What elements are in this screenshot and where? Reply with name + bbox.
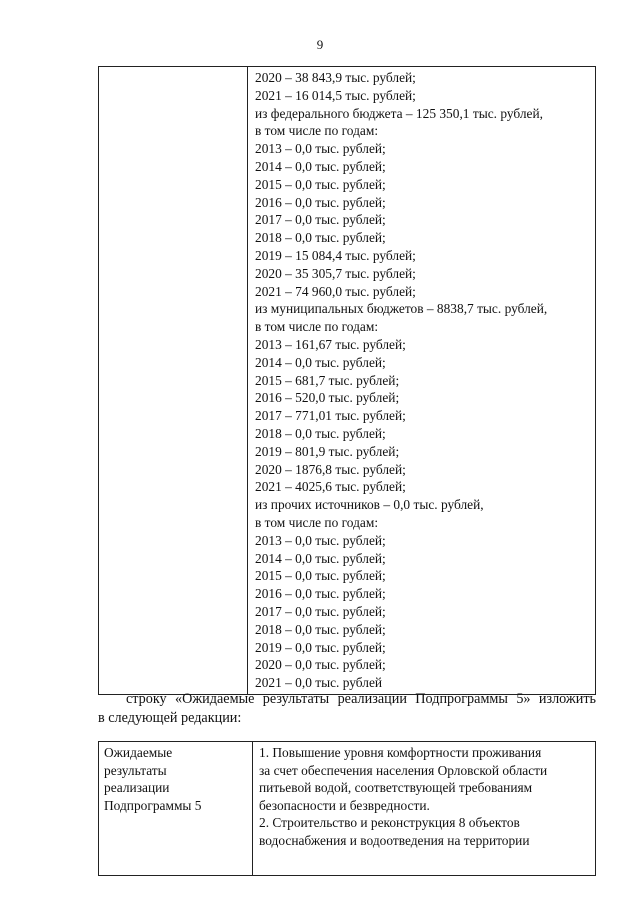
- funding-line: из муниципальных бюджетов – 8838,7 тыс. рублей,: [255, 301, 548, 317]
- funding-line: 2014 – 0,0 тыс. рублей;: [255, 158, 386, 174]
- label-line: реализации: [104, 780, 170, 796]
- label-line: Ожидаемые: [104, 745, 173, 760]
- amendment-paragraph-line: строку «Ожидаемые результаты реализации Подпрограммы 5» изложить: [126, 691, 596, 707]
- funding-line: 2013 – 161,67 тыс. рублей;: [255, 336, 406, 352]
- funding-line: 2021 – 16 014,5 тыс. рублей;: [255, 87, 416, 103]
- content-line: за счет обеспечения населения Орловской области: [259, 762, 548, 778]
- funding-line: 2020 – 38 843,9 тыс. рублей;: [255, 70, 416, 85]
- funding-line: 2015 – 681,7 тыс. рублей;: [255, 372, 400, 388]
- funding-line: 2017 – 0,0 тыс. рублей;: [255, 212, 386, 228]
- amendment-paragraph-line: в следующей редакции:: [98, 710, 242, 726]
- funding-line: 2015 – 0,0 тыс. рублей;: [255, 176, 386, 192]
- funding-line: 2019 – 15 084,4 тыс. рублей;: [255, 247, 416, 263]
- expected-results-label-cell: [99, 742, 253, 876]
- funding-line: 2018 – 0,0 тыс. рублей;: [255, 230, 386, 246]
- funding-line: 2020 – 35 305,7 тыс. рублей;: [255, 265, 416, 281]
- funding-line: 2020 – 0,0 тыс. рублей;: [255, 657, 386, 673]
- funding-line: из федерального бюджета – 125 350,1 тыс. рублей,: [255, 105, 543, 121]
- funding-line: 2019 – 801,9 тыс. рублей;: [255, 443, 400, 459]
- content-line: 2. Строительство и реконструкция 8 объектов: [259, 815, 520, 831]
- content-line: безопасности и безвредности.: [259, 797, 430, 813]
- content-line: водоснабжения и водоотведения на территории: [259, 832, 530, 848]
- funding-line: 2016 – 0,0 тыс. рублей;: [255, 194, 386, 210]
- expected-results-content-cell: [253, 742, 596, 876]
- funding-table-left-cell: [99, 67, 248, 695]
- content-line: питьевой водой, соответствующей требованиям: [259, 780, 533, 796]
- label-line: Подпрограммы 5: [104, 797, 202, 813]
- funding-line: 2017 – 0,0 тыс. рублей;: [255, 603, 386, 619]
- funding-table: [98, 66, 596, 695]
- funding-line: 2018 – 0,0 тыс. рублей;: [255, 425, 386, 441]
- funding-line: 2014 – 0,0 тыс. рублей;: [255, 354, 386, 370]
- funding-line: в том числе по годам:: [255, 319, 379, 335]
- funding-line: 2014 – 0,0 тыс. рублей;: [255, 550, 386, 566]
- funding-line: 2015 – 0,0 тыс. рублей;: [255, 568, 386, 584]
- expected-results-table: [98, 741, 596, 876]
- funding-line: 2013 – 0,0 тыс. рублей;: [255, 141, 386, 157]
- funding-line: 2016 – 520,0 тыс. рублей;: [255, 390, 400, 406]
- funding-table-right-cell: [248, 67, 596, 695]
- funding-line: 2020 – 1876,8 тыс. рублей;: [255, 461, 406, 477]
- label-line: результаты: [104, 762, 167, 778]
- funding-line: 2021 – 74 960,0 тыс. рублей;: [255, 283, 416, 299]
- amendment-paragraph: [98, 690, 596, 728]
- funding-line: 2019 – 0,0 тыс. рублей;: [255, 639, 386, 655]
- funding-line: 2021 – 4025,6 тыс. рублей;: [255, 479, 406, 495]
- funding-line: в том числе по годам:: [255, 514, 379, 530]
- page-number: 9: [316, 37, 324, 52]
- content-line: 1. Повышение уровня комфортности проживания: [259, 745, 542, 760]
- funding-line: 2017 – 771,01 тыс. рублей;: [255, 408, 406, 424]
- funding-line: 2013 – 0,0 тыс. рублей;: [255, 532, 386, 548]
- funding-line: 2021 – 0,0 тыс. рублей: [255, 675, 383, 691]
- funding-line: 2016 – 0,0 тыс. рублей;: [255, 586, 386, 602]
- funding-line: 2018 – 0,0 тыс. рублей;: [255, 621, 386, 637]
- funding-line: из прочих источников – 0,0 тыс. рублей,: [255, 497, 484, 513]
- funding-line: в том числе по годам:: [255, 123, 379, 139]
